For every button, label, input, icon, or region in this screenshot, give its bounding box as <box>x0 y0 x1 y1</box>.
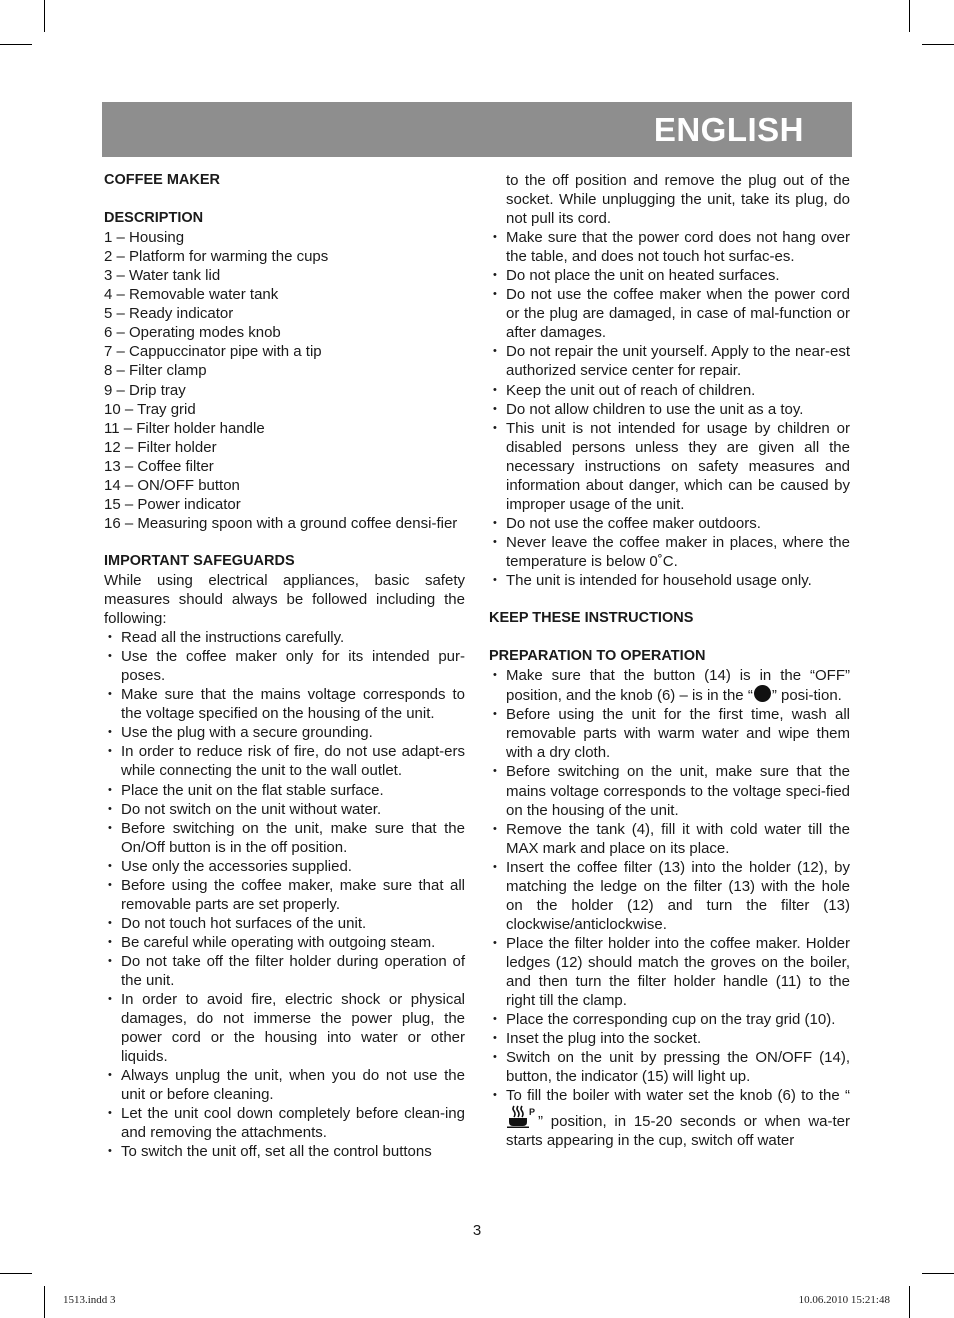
safeguards-list <box>104 628 465 1161</box>
list-item: • Use the coffee maker only for its intended pur-poses. <box>104 647 465 685</box>
crop-mark <box>44 1286 45 1318</box>
list-item: 10 – Tray grid <box>104 400 196 418</box>
list-item <box>489 666 850 705</box>
list-item: • Always unplug the unit, when you do not use the unit or before cleaning. <box>104 1066 465 1104</box>
list-item: 13 – Coffee filter <box>104 457 214 475</box>
left-column <box>104 171 465 1161</box>
list-item: • Do not take off the filter holder during operation of the unit. <box>104 952 465 990</box>
description-list <box>104 228 465 533</box>
list-item: 2 – Platform for warming the cups <box>104 248 329 266</box>
prep-last-text-a: To fill the boiler with water set the knob (6) to the “ <box>506 1087 850 1105</box>
crop-mark <box>922 44 954 45</box>
list-item: to the off position and remove the plug out of the socket. While unplugging the unit, take its plug, do not pull its cord. <box>506 172 850 228</box>
list-item: • Do not use the coffee maker when the power cord or the plug are damaged, in case of mal-function or after damages. <box>489 285 850 342</box>
list-item: 9 – Drip tray <box>104 381 186 399</box>
list-item: • In order to reduce risk of fire, do not use adapt-ers while connecting the unit to the wall outlet. <box>104 742 465 780</box>
list-item: 16 – Measuring spoon with a ground coffee densi-fier <box>104 514 458 532</box>
knob-dot-icon <box>754 685 771 702</box>
list-item: • Make sure that the mains voltage corresponds to the voltage specified on the housing of the unit. <box>104 685 465 723</box>
page-number: 3 <box>472 1222 482 1239</box>
language-banner <box>102 102 852 157</box>
product-title: COFFEE MAKER <box>104 172 220 188</box>
list-item: • To switch the unit off, set all the control buttons <box>104 1142 465 1161</box>
list-item: • Place the unit on the flat stable surface. <box>104 781 465 800</box>
list-item: • Be careful while operating with outgoing steam. <box>104 933 465 952</box>
list-item: • The unit is intended for household usage only. <box>489 571 850 590</box>
list-item: • Switch on the unit by pressing the ON/OFF (14), button, the indicator (15) will light up. <box>489 1048 850 1086</box>
list-item: 3 – Water tank lid <box>104 267 221 285</box>
list-item: 5 – Ready indicator <box>104 305 234 323</box>
list-item: • This unit is not intended for usage by children or disabled persons unless they are given all the necessary instructions on safety measures and information about danger, which can be caused by improper usage of the unit. <box>489 419 850 514</box>
list-item: 15 – Power indicator <box>104 495 241 513</box>
crop-mark <box>0 44 32 45</box>
crop-mark <box>909 1286 910 1318</box>
crop-mark <box>0 1273 32 1274</box>
safeguards-intro: While using electrical appliances, basic safety measures should always be followed including the following: <box>104 571 465 628</box>
list-item: • Do not allow children to use the unit as a toy. <box>489 400 850 419</box>
prep-last-text-b: ” position, in 15-20 seconds or when wa-ter starts appearing in the cup, switch off water <box>506 1113 850 1150</box>
crop-mark <box>44 0 45 32</box>
safeguards-list-continued <box>489 171 850 590</box>
list-item: • Make sure that the power cord does not hang over the table, and does not touch hot surfac-es. <box>489 228 850 266</box>
list-item: 14 – ON/OFF button <box>104 476 240 494</box>
list-item: • Place the corresponding cup on the tray grid (10). <box>489 1010 850 1029</box>
list-item: • Use the plug with a secure grounding. <box>104 723 465 742</box>
description-heading: DESCRIPTION <box>104 210 204 227</box>
list-item: 1 – Housing <box>104 229 185 247</box>
list-item: 8 – Filter clamp <box>104 362 207 380</box>
list-item: 7 – Cappuccinator pipe with a tip <box>104 343 322 361</box>
footer-file-name: 1513.indd 3 <box>63 1294 116 1306</box>
list-item: • Place the filter holder into the coffee maker. Holder ledges (12) should match the groves on the boiler, and then turn the filter holder handle (11) to the right till the clamp. <box>489 934 850 1010</box>
crop-mark <box>922 1273 954 1274</box>
list-item: • Remove the tank (4), fill it with cold water till the MAX mark and place on its place. <box>489 820 850 858</box>
list-item: • Keep the unit out of reach of children. <box>489 381 850 400</box>
list-item: • Inset the plug into the socket. <box>489 1029 850 1048</box>
list-item: • Before using the coffee maker, make sure that all removable parts are set properly. <box>104 876 465 914</box>
list-item: • In order to avoid fire, electric shock or physical damages, do not immerse the power plug, the power cord or the housing into water or other liquids. <box>104 990 465 1066</box>
list-item: • Let the unit cool down completely before clean-ing and removing the attachments. <box>104 1104 465 1142</box>
safeguards-heading: IMPORTANT SAFEGUARDS <box>104 552 295 569</box>
list-item: • Read all the instructions carefully. <box>104 628 465 647</box>
crop-mark <box>909 0 910 32</box>
list-item: • Never leave the coffee maker in places, where the temperature is below 0˚C. <box>489 533 850 571</box>
right-column <box>489 171 850 1150</box>
list-item: 12 – Filter holder <box>104 438 217 456</box>
banner-title: ENGLISH <box>653 111 804 148</box>
list-item: • Before switching on the unit, make sure that the mains voltage corresponds to the voltage speci-fied on the housing of the unit. <box>489 762 850 819</box>
list-item: • Use only the accessories supplied. <box>104 857 465 876</box>
list-item: 6 – Operating modes knob <box>104 324 281 342</box>
list-item: • Do not touch hot surfaces of the unit. <box>104 914 465 933</box>
list-item: 11 – Filter holder handle <box>104 419 265 437</box>
preparation-heading: PREPARATION TO OPERATION <box>489 648 706 665</box>
list-item <box>489 1086 850 1150</box>
list-item: • Before switching on the unit, make sure that the On/Off button is in the off position. <box>104 819 465 857</box>
footer-timestamp: 10.06.2010 15:21:48 <box>798 1294 890 1306</box>
prep-first-text-a: Make sure that the button (14) is in the “OFF” position, and the knob (6) – is in the “ <box>506 667 850 705</box>
list-item: • Insert the coffee filter (13) into the holder (12), by matching the ledge on the filter (13) with the hole on the holder (12) and turn the filter (13) clockwise/anticlockwise. <box>489 858 850 934</box>
preparation-list <box>489 666 850 1150</box>
keep-instructions-heading: KEEP THESE INSTRUCTIONS <box>489 610 694 627</box>
cup-steam-icon <box>507 1105 537 1129</box>
prep-first-text-b: ” posi-tion. <box>771 687 842 705</box>
list-item: • Before using the unit for the first time, wash all removable parts with warm water and wipe them with a dry cloth. <box>489 705 850 762</box>
svg-text:P: P <box>529 1107 536 1118</box>
list-item: • Do not repair the unit yourself. Apply to the near-est authorized service center for repair. <box>489 342 850 380</box>
list-item: • Do not switch on the unit without water. <box>104 800 465 819</box>
list-item: • Do not use the coffee maker outdoors. <box>489 514 850 533</box>
list-item: 4 – Removable water tank <box>104 286 279 304</box>
list-item: • Do not place the unit on heated surfaces. <box>489 266 850 285</box>
